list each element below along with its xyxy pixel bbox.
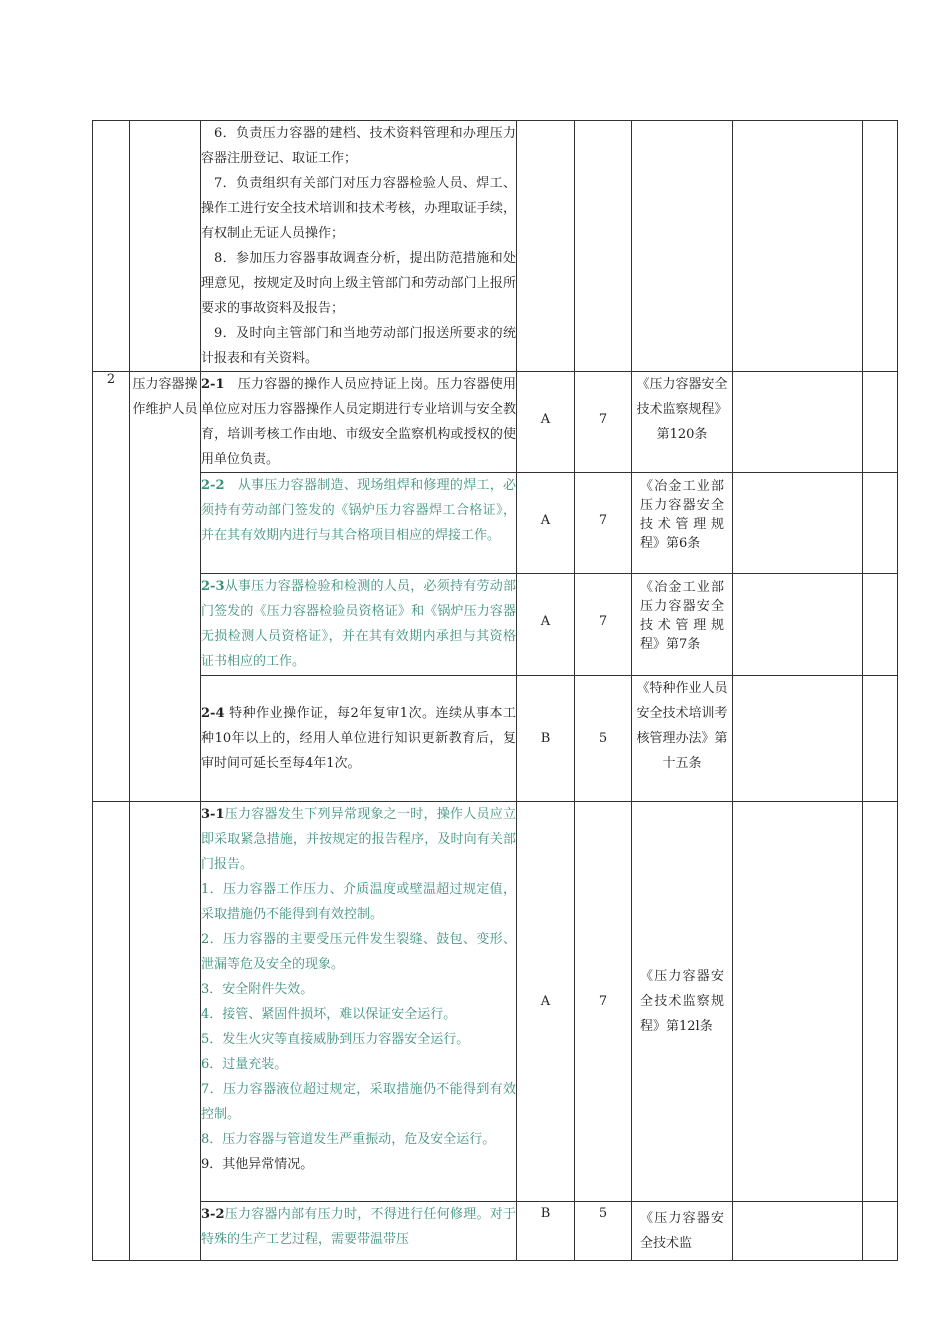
clause-text: 特种作业操作证，每2年复审1次。连续从事本工种10年以上的，经用人单位进行知识更新教育后，复审时间可延长至每4年1次。 [201,706,516,771]
content-cell [201,121,517,372]
result-cell [733,1202,863,1261]
content-line: 7．负责组织有关部门对压力容器检验人员、焊工、操作工进行安全技术培训和技术考核，办理取证手续，有权制止无证人员操作； [201,176,516,241]
score-cell [575,372,632,473]
grade-cell [517,1202,575,1261]
clause-text: 从事压力容器检验和检测的人员，必须持有劳动部门签发的《压力容器检验员资格证》和《锅炉压力容器无损检测人员资格证》，并在其有效期内承担与其资格证书相应的工作。 [201,579,516,669]
clause-text: 压力容器的操作人员应持证上岗。压力容器使用单位应对压力容器操作人员定期进行专业培训与安全教育，培训考核工作由地、市级安全监察机构或授权的使用单位负责。 [201,377,516,467]
clause-code: 2-1 [201,377,225,392]
grade-value: B [540,1206,551,1221]
num-cell [93,121,130,372]
basis-cell: 《特种作业人员安全技术培训考核管理办法》第十五条 [632,676,733,802]
content-line: 6．负责压力容器的建档、技术资料管理和办理压力容器注册登记、取证工作； [201,126,516,166]
remark-cell [863,473,898,574]
content-cell [201,676,517,802]
section-number: 2 [93,372,130,802]
remark-cell [863,574,898,676]
list-item: 8．压力容器与管道发生严重振动，危及安全运行。 [201,1132,496,1147]
basis-cell [632,121,733,372]
inspection-table [92,120,898,1261]
grade-cell [517,802,575,1202]
remark-cell [863,121,898,372]
list-item: 4．接管、紧固件损坏，难以保证安全运行。 [201,1007,457,1022]
clause-text: 从事压力容器制造、现场组焊和修理的焊工，必须持有劳动部门签发的《锅炉压力容器焊工合格证》，并在其有效期内进行与其合格项目相应的焊接工作。 [201,478,516,543]
grade-cell [517,473,575,574]
table-row [93,121,898,372]
clause-code: 3-1 [201,807,225,822]
score-value: 5 [598,1206,608,1221]
basis-cell: 《压力容器安全技术监 [632,1202,733,1261]
remark-cell [863,1202,898,1261]
score-cell [575,473,632,574]
remark-cell [863,676,898,802]
list-item: 5．发生火灾等直接威胁到压力容器安全运行。 [201,1032,470,1047]
content-line: 8．参加压力容器事故调查分析，提出防范措施和处理意见，按规定及时向上级主管部门和劳动部门上报所要求的事故资料及报告； [201,251,516,316]
list-item: 3．安全附件失效。 [201,982,314,997]
basis-cell: 《压力容器安全技术监察规程》第12l条 [632,802,733,1202]
num-cell [93,802,130,1261]
basis-cell: 《冶金工业部压力容器安全技术管理规程》第6条 [632,473,733,574]
table-row [93,574,898,676]
result-cell [733,372,863,473]
score-cell [575,1202,632,1261]
clause-code: 2-4 [201,706,225,721]
score-value: 7 [598,412,608,427]
grade-value: A [540,412,551,427]
remark-cell [863,372,898,473]
grade-value: A [540,614,551,629]
grade-value: A [540,994,551,1009]
item-cell [130,121,201,372]
clause-text: 压力容器发生下列异常现象之一时，操作人员应立即采取紧急措施，并按规定的报告程序，及时向有关部门报告。 [201,807,516,872]
score-value: 7 [598,513,608,528]
content-cell [201,802,517,1202]
list-item: 2．压力容器的主要受压元件发生裂缝、鼓包、变形、泄漏等危及安全的现象。 [201,932,516,972]
result-cell [733,473,863,574]
grade-cell [517,574,575,676]
list-item: 1．压力容器工作压力、介质温度或壁温超过规定值，采取措施仍不能得到有效控制。 [201,882,516,922]
list-item: 9．其他异常情况。 [201,1157,314,1172]
clause-code: 2-3 [201,579,225,594]
clause-code: 3-2 [201,1207,225,1222]
content-cell [201,473,517,574]
item-cell [130,802,201,1261]
grade-cell [517,121,575,372]
score-cell [575,676,632,802]
table-row [93,473,898,574]
grade-value: A [540,513,551,528]
score-cell [575,121,632,372]
table-row [93,802,898,1202]
result-cell [733,574,863,676]
result-cell [733,121,863,372]
content-cell [201,372,517,473]
score-cell [575,574,632,676]
section-item: 压力容器操作维护人员 [130,372,201,802]
result-cell [733,676,863,802]
grade-cell [517,372,575,473]
list-item: 6．过量充装。 [201,1057,288,1072]
result-cell [733,802,863,1202]
score-value: 7 [598,994,608,1009]
table-row [93,1202,898,1261]
grade-value: B [540,731,551,746]
basis-cell: 《压力容器安全技术监察规程》第120条 [632,372,733,473]
score-value: 7 [598,614,608,629]
table-row [93,372,898,473]
clause-text: 压力容器内部有压力时，不得进行任何修理。对于特殊的生产工艺过程，需要带温带压 [201,1207,516,1247]
content-cell [201,574,517,676]
basis-cell: 《冶金工业部压力容器安全技术管理规程》第7条 [632,574,733,676]
score-value: 5 [598,731,608,746]
content-line: 9．及时向主管部门和当地劳动部门报送所要求的统计报表和有关资料。 [201,326,516,366]
list-item: 7．压力容器液位超过规定，采取措施仍不能得到有效控制。 [201,1082,516,1122]
grade-cell [517,676,575,802]
table-row [93,676,898,802]
clause-code: 2-2 [201,478,225,493]
remark-cell [863,802,898,1202]
content-cell [201,1202,517,1261]
score-cell [575,802,632,1202]
